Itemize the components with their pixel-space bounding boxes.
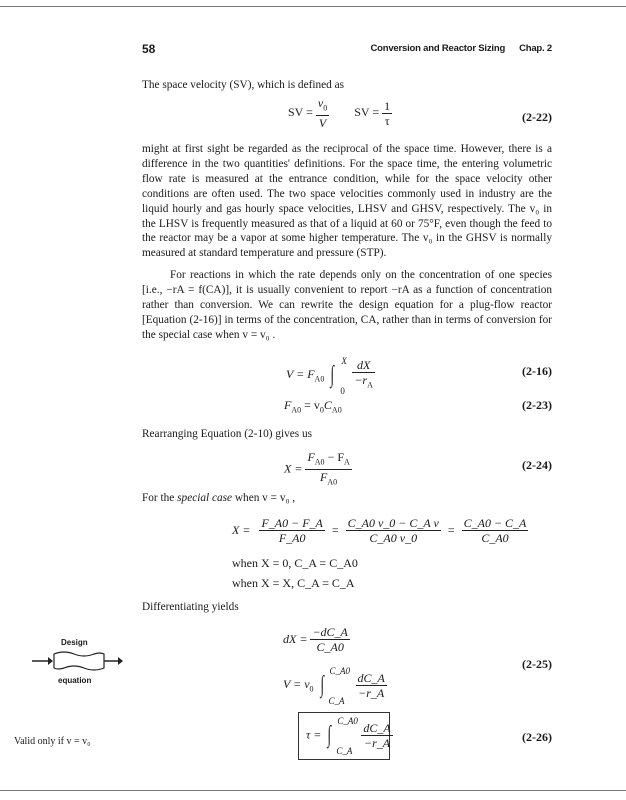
bottom-rule — [0, 790, 626, 791]
eq-label-2-16: (2-16) — [522, 364, 552, 378]
eq-label-2-23: (2-23) — [522, 398, 552, 412]
differentiating-line: Differentiating yields — [142, 601, 239, 613]
paragraph-2: For reactions in which the rate depends only on the concentration of one species [i.e., −rA = f(CA)], it is usually convenient to report −rA as a function of concentration rather than conversion. We can rewrite the design equation for a plug-flow reactor [Equation (2-16)] in terms of the concentration, CA, rather than in terms of conversion for the special case when v = v₀ . — [142, 269, 552, 341]
top-rule — [0, 6, 626, 7]
running-head — [370, 43, 552, 54]
when-x-x: when X = X, C_A = C_A — [232, 576, 355, 590]
when-x-zero: when X = 0, C_A = C_A0 — [232, 556, 358, 570]
intro-line: The space velocity (SV), which is defined as — [142, 79, 345, 91]
equation-2-25: $V = v_0$ ∫ C_A0 C_A $\frac{dC\_A}{-r\_A}$ — [283, 666, 385, 706]
margin-equation-label: equation — [58, 676, 92, 685]
valid-only-note: Valid only if v = v₀ — [14, 736, 91, 747]
equation-2-16: $V = F_{A0}$ ∫ X 0 $\frac{dX}{-r_A}$ — [286, 356, 373, 397]
sv-fraction-2: $\frac{1}{\tau}$ — [384, 98, 391, 128]
sv-lhs-1: SV = — [288, 104, 313, 119]
sv-lhs-2: SV = — [354, 104, 380, 119]
eq-label-2-24: (2-24) — [522, 458, 552, 472]
chapter-label: Chap. 2 — [519, 43, 552, 54]
eq-label-2-22: (2-22) — [522, 110, 552, 124]
page-number: 58 — [142, 42, 156, 56]
equation-dx: dX = $\frac{-dC\_A}{C\_A0}$ — [283, 625, 348, 654]
equation-2-22 — [288, 96, 392, 130]
design-equation-icon — [30, 638, 130, 688]
special-case-line: For the special case when v = v₀ , — [142, 492, 296, 504]
eq-label-2-26: (2-26) — [522, 730, 552, 744]
page-header — [142, 42, 552, 56]
equation-2-26: τ = ∫ C_A0 C_A $\frac{dC\_A}{-r\_A}$ — [306, 716, 391, 756]
equation-2-24: X = $\frac{F_{A0} - F_A}{F_{A0}}$ — [284, 450, 352, 490]
equation-special-case: X = $\frac{F\_A0 - F\_A}{F\_A0}$ = $\frac{\text{C\_A0 v\_0 − C\_A v}}{C\_A0 v\_0}$ = $\frac{C\_A0 - C\_A}{C\_A0}$ — [232, 516, 527, 545]
running-title: Conversion and Reactor Sizing — [370, 43, 506, 54]
sv-fraction-1: $\frac{v_0}{V}$ — [317, 96, 328, 131]
eq-label-2-25: (2-25) — [522, 657, 552, 671]
margin-design-label: Design — [61, 638, 88, 647]
rearranging-line: Rearranging Equation (2-10) gives us — [142, 428, 313, 440]
equation-2-23: $F_{A0} = v_0C_{A0}$ — [284, 398, 342, 415]
paragraph-1: might at first sight be regarded as the reciprocal of the space time. However, there is a difference in the two quantities' definitions. For the space time, the entering volumetric flow rate is measured at the entrance condition, while for the space velocity other conditions are often used. The two space velocities commonly used in industry are the liquid hourly and gas hourly space velocities, LHSV and GHSV, respectively. The v₀ in the LHSV is frequently measured as that of a liquid at 60 or 75°F, even though the feed to the reactor may be a vapor at some higher temperature. The v₀ in the GHSV is normally measured at standard temperature and pressure (STP). — [142, 143, 552, 260]
